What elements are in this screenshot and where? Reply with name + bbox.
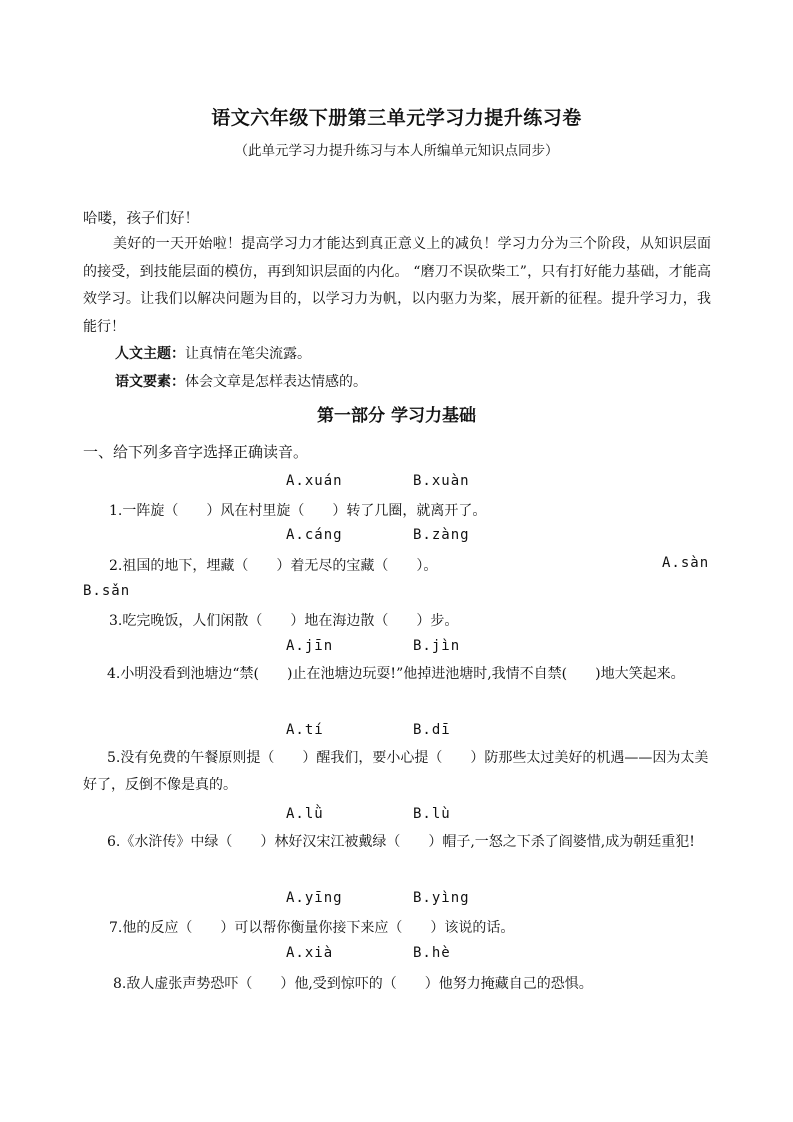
option-b: B.yìng xyxy=(413,890,470,906)
option-a: A.yīng xyxy=(286,890,343,906)
page-title: 语文六年级下册第三单元学习力提升练习卷 xyxy=(211,107,582,129)
intro-paragraph: 美好的一天开始啦！提高学习力才能达到真正意义上的减负！学习力分为三个阶段，从知识层面的接受，到技能层面的模仿，再到知识层面的内化。 “磨刀不误砍柴工”，只有打好能力基础，才能高效学习。让我们以解决问题为目的，以学习力为帆，以内驱力为桨，展开新的征程。提升学习力，我能行！ xyxy=(83,236,711,335)
question-item: 3.吃完晚饭，人们闲散（ ）地在海边散（ ）步。 xyxy=(109,613,459,629)
option-a: A.xià xyxy=(286,945,334,961)
element-label: 语文要素： xyxy=(115,374,185,390)
option-a: A.cáng xyxy=(286,527,343,543)
option-b: B.dī xyxy=(413,722,451,738)
theme-text: 让真情在笔尖流露。 xyxy=(185,346,311,362)
option-b: B.lù xyxy=(413,806,451,822)
option-a: A.sàn xyxy=(662,555,710,571)
option-b: B.hè xyxy=(413,945,451,961)
question-item: 6.《水浒传》中绿（ ）林好汉宋江被戴绿（ ）帽子,一怒之下杀了阎婆惜,成为朝廷重犯! xyxy=(107,834,695,850)
element-line xyxy=(115,371,367,391)
question-item: 1.一阵旋（ ）风在村里旋（ ）转了几圈，就离开了。 xyxy=(109,503,487,519)
page-subtitle: （此单元学习力提升练习与本人所编单元知识点同步） xyxy=(234,143,559,159)
option-b: B.sǎn xyxy=(83,583,131,599)
question-item: 2.祖国的地下，埋藏（ ）着无尽的宝藏（ ）。 xyxy=(109,558,438,574)
option-a: A.lǜ xyxy=(286,806,324,822)
element-text: 体会文章是怎样表达情感的。 xyxy=(185,374,367,390)
option-b: B.xuàn xyxy=(413,473,470,489)
section-title: 第一部分 学习力基础 xyxy=(317,406,476,426)
theme-line xyxy=(115,343,311,363)
question-1-title: 一、给下列多音字选择正确读音。 xyxy=(83,443,309,461)
question-item: 4.小明没看到池塘边“禁( )止在池塘边玩耍!”他掉进池塘时,我情不自禁( )地大笑起来。 xyxy=(107,666,685,682)
option-a: A.jīn xyxy=(286,638,334,654)
option-a: A.tí xyxy=(286,722,324,738)
question-item: 8.敌人虚张声势恐吓（ ）他,受到惊吓的（ ）他努力掩藏自己的恐惧。 xyxy=(113,976,593,992)
question-item: 7.他的反应（ ）可以帮你衡量你接下来应（ ）该说的话。 xyxy=(109,920,515,936)
option-b: B.jìn xyxy=(413,638,461,654)
greeting: 哈喽，孩子们好！ xyxy=(83,211,199,227)
theme-label: 人文主题： xyxy=(115,346,185,362)
option-b: B.zàng xyxy=(413,527,470,543)
question-item: 5.没有免费的午餐原则提（ ）醒我们，要小心提（ ）防那些太过美好的机遇——因为太美好了，反倒不像是真的。 xyxy=(83,750,709,793)
option-a: A.xuán xyxy=(286,473,343,489)
